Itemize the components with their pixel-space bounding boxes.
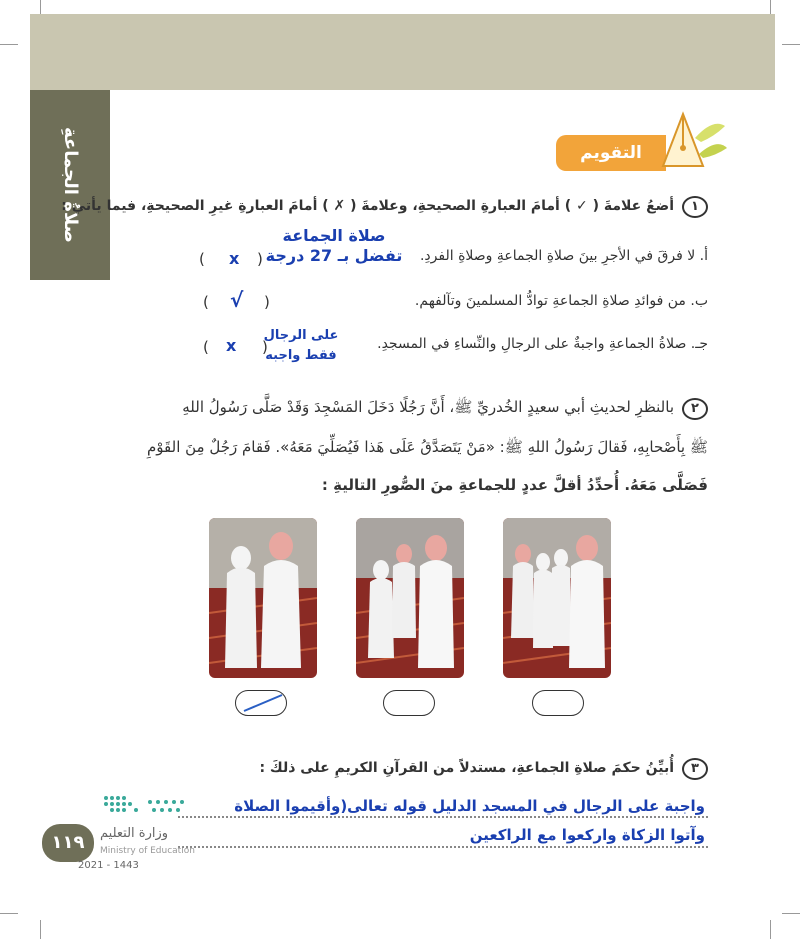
crop-mark	[770, 920, 771, 939]
ministry-name-en: Ministry of Education	[100, 846, 195, 856]
q1-item-a-paren-right: )	[257, 250, 263, 268]
q3-prompt	[259, 758, 708, 780]
q3-answer-line-1: واجبة على الرجال في المسجد الدليل قوله تعالى(وأقيموا الصلاة	[234, 797, 705, 815]
ministry-logo-icon	[100, 792, 192, 822]
ministry-name: وزارة التعليم	[100, 826, 169, 841]
q3-answer-line-2: وآتوا الزكاة واركعوا مع الراكعين	[469, 826, 705, 844]
q3-prompt-text: أُبيِّنُ حكمَ صلاةِ الجماعةِ، مستدلاً من القرآنِ الكريمِ على ذلكَ :	[259, 760, 674, 776]
edition-year: 2021 - 1443	[78, 860, 139, 871]
answer-oval-2[interactable]	[383, 690, 435, 716]
pen-icon	[655, 108, 727, 170]
q1-item-c-paren-right: )	[262, 338, 268, 356]
answer-oval-3[interactable]	[532, 690, 584, 716]
q1-item-b-paren-left: (	[203, 293, 209, 311]
q1-item-a-paren-left: (	[199, 250, 205, 268]
q1-item-a-note: صلاة الجماعة تفضل بـ 27 درجة	[265, 226, 403, 265]
crop-mark	[0, 913, 18, 914]
q2-line-1-text: بالنظرِ لحديثِ أبي سعيدٍ الخُدريِّ ﷺ، أَنَّ رَجُلًا دَخَلَ المَسْجِدَ وَقَدْ صَلَّى رَسُولُ اللهِ	[182, 398, 674, 416]
q2-number: ٢	[682, 398, 708, 420]
q1-item-a: أ. لا فرقَ في الأجرِ بينَ صلاةِ الجماعةِ وصلاةِ الفردِ.	[419, 248, 708, 264]
dotted-answer-line	[178, 816, 708, 818]
dotted-answer-line	[178, 846, 708, 848]
q1-item-b-paren-right: )	[264, 293, 270, 311]
section-tab: التقويم	[556, 135, 666, 171]
q1-item-a-mark: x	[229, 249, 240, 268]
crop-mark	[782, 913, 800, 914]
q2-line-2: ﷺ بِأَصْحابِهِ، فَقالَ رَسُولُ اللهِ ﷺ: «مَنْ يَتَصَدَّقُ عَلَى هَذا فَيُصَلِّيَ مَعَهُ». فَقامَ رَجُلٌ مِنَ القَوْمِ	[147, 438, 708, 456]
q1-number: ١	[682, 196, 708, 218]
q2-line-3: فَصَلَّى مَعَهُ. أُحدِّدُ أقلَّ عددٍ للجماعةِ منَ الصُّورِ التاليةِ :	[321, 476, 708, 494]
q1-prompt-text: أضعُ علامةَ ( ✓ ) أمامَ العبارةِ الصحيحةِ، وعلامةَ ( ✗ ) أمامَ العبارةِ غيرِ الصحيحةِ، فيما يأتي :	[61, 198, 674, 214]
header-banner	[30, 14, 775, 90]
q1-item-c-paren-left: (	[203, 338, 209, 356]
q1-item-b: ب. من فوائدِ صلاةِ الجماعةِ توادُّ المسلمينَ وتآلفهم.	[414, 293, 708, 309]
photo-two-worshippers	[209, 518, 317, 678]
q1-item-b-mark: √	[230, 288, 244, 312]
crop-mark	[40, 920, 41, 939]
photo-five-worshippers	[503, 518, 611, 678]
q1-item-c-mark: x	[226, 336, 237, 355]
side-title: صلاةُ الجماعةِ	[60, 127, 81, 243]
answer-oval-1[interactable]	[235, 690, 287, 716]
photo-four-worshippers	[356, 518, 464, 678]
answer-stroke-mark	[236, 691, 286, 715]
q3-number: ٣	[682, 758, 708, 780]
page-number: ١١٩	[42, 824, 94, 862]
crop-mark	[782, 44, 800, 45]
q1-item-c-note: على الرجال فقط واجبه	[263, 328, 339, 363]
q1-prompt	[61, 196, 708, 218]
q2-line-1	[182, 398, 708, 420]
q1-item-c: جـ. صلاةُ الجماعةِ واجبةٌ على الرجالِ والنِّساءِ في المسجدِ.	[377, 336, 708, 352]
crop-mark	[0, 44, 18, 45]
